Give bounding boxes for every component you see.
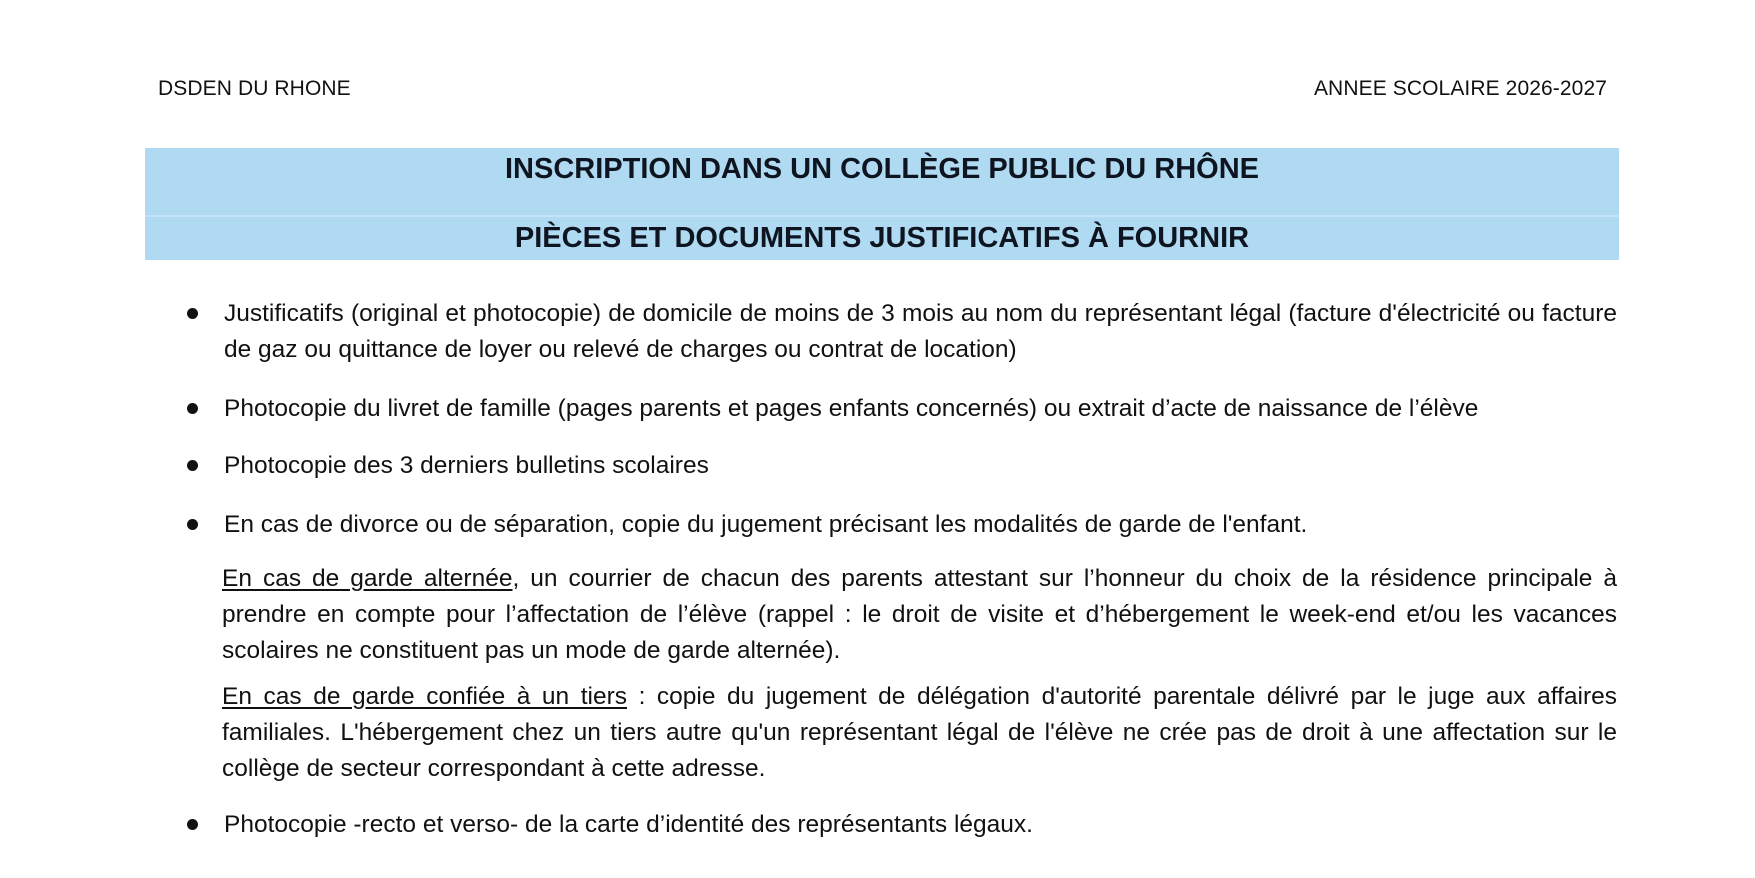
document-title: INSCRIPTION DANS UN COLLÈGE PUBLIC DU RHÔNE — [504, 153, 1260, 185]
list-item-text: Justificatifs (original et photocopie) de domicile de moins de 3 mois au nom du représentant légal (facture d'électricité ou facture de gaz ou quittance de loyer ou relevé de charges ou contrat de location) — [224, 300, 1617, 363]
paragraph-body-tiers: : copie du jugement de délégation d'autorité parentale délivré par le juge aux affaires familiales. L'hébergement chez un tiers autre qu'un représentant légal de l'élève ne crée pas de droit à une affectation sur le collège de secteur correspondant à cette adresse. — [222, 683, 1617, 782]
paragraph-garde-alternee — [222, 561, 1617, 669]
list-item-text: Photocopie -recto et verso- de la carte d’identité des représentants légaux. — [224, 811, 1033, 838]
title-band — [145, 148, 1619, 260]
paragraph-heading-tiers: En cas de garde confiée à un tiers — [222, 683, 628, 710]
bullet-icon — [187, 460, 198, 471]
paragraph-garde-tiers — [222, 679, 1617, 787]
bullet-icon — [187, 819, 198, 830]
paragraph-heading-alternee: En cas de garde alternée — [222, 565, 513, 592]
list-item-text: En cas de divorce ou de séparation, copie du jugement précisant les modalités de garde de l'enfant. — [224, 511, 1308, 538]
bullet-icon — [187, 308, 198, 319]
header-organization: DSDEN DU RHONE — [158, 77, 351, 100]
paragraph-body-alternee: , un courrier de chacun des parents attestant sur l’honneur du choix de la résidence principale à prendre en compte pour l’affectation de l’élève (rappel : le droit de visite et d’hébergement le week-end et/ou les vacances scolaires ne constituent pas un mode de garde alternée). — [222, 565, 1617, 664]
bullet-icon — [187, 403, 198, 414]
header-school-year: ANNEE SCOLAIRE 2026-2027 — [1313, 77, 1607, 100]
list-item-text: Photocopie du livret de famille (pages parents et pages enfants concernés) ou extrait d’acte de naissance de l’élève — [224, 395, 1479, 422]
list-item-text: Photocopie des 3 derniers bulletins scolaires — [224, 452, 709, 479]
title-band-divider — [145, 215, 1619, 217]
bullet-icon — [187, 519, 198, 530]
document-subtitle: PIÈCES ET DOCUMENTS JUSTIFICATIFS À FOURNIR — [514, 222, 1250, 254]
